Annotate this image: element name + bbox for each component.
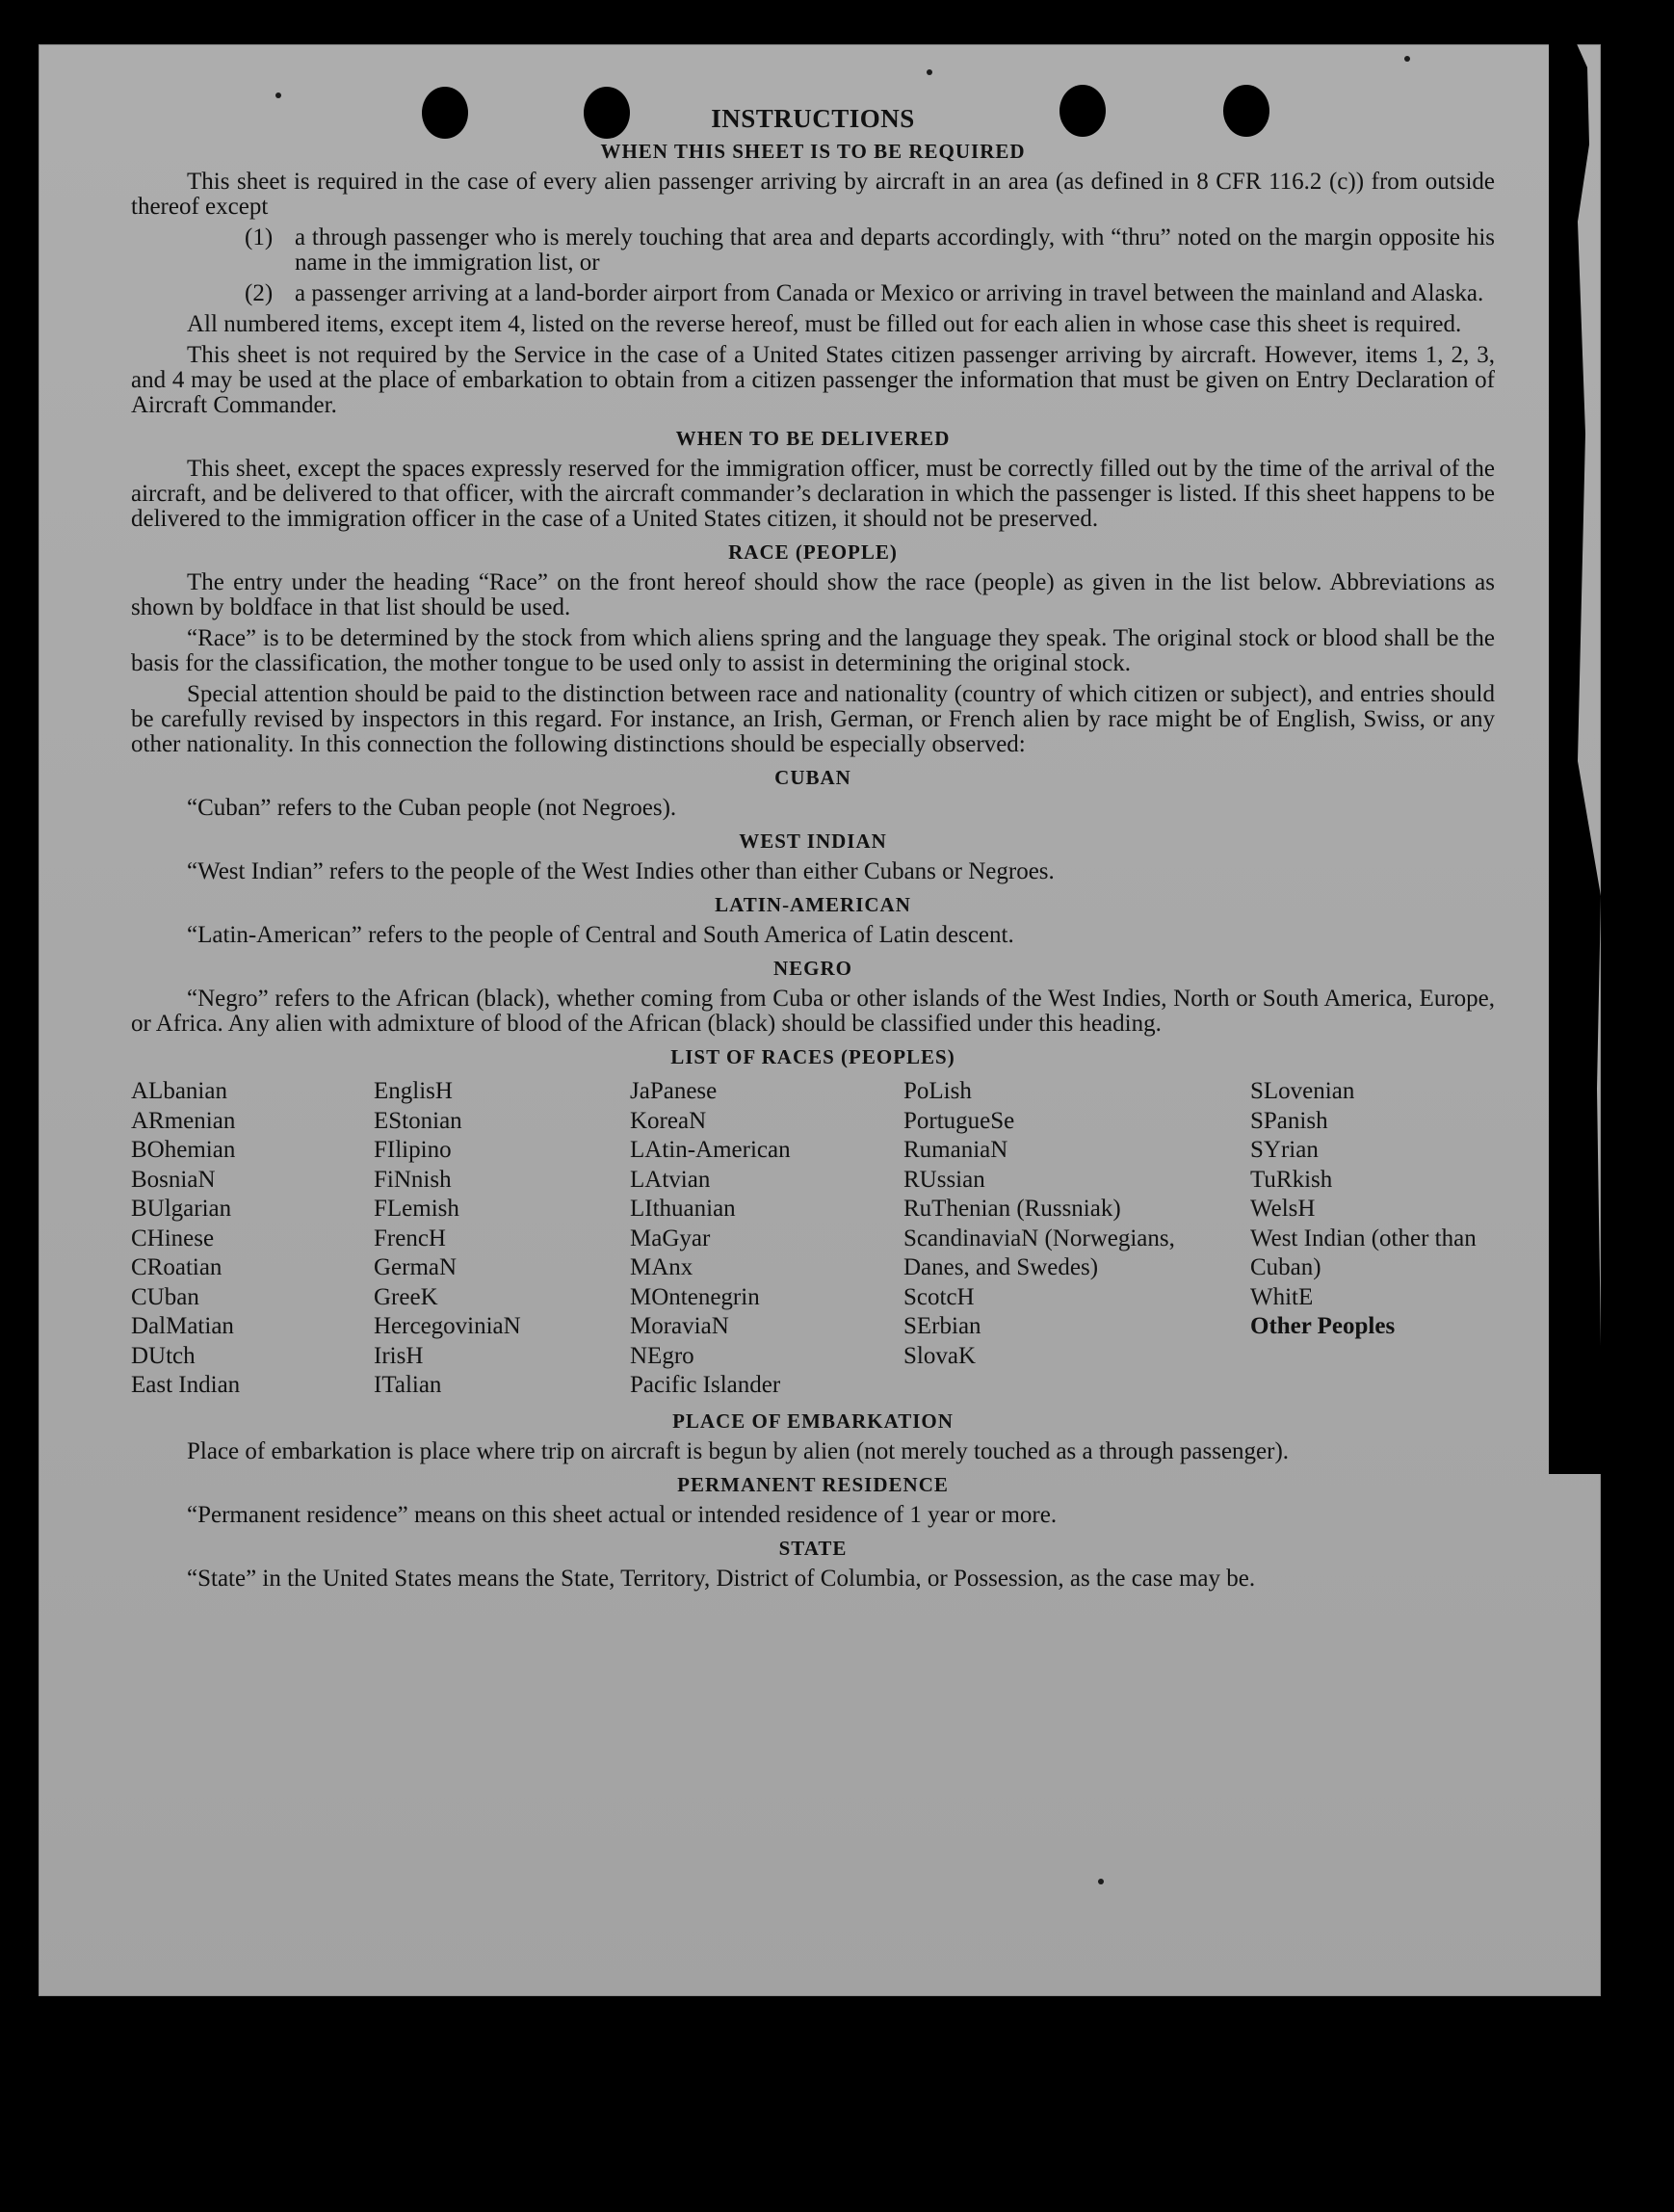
races-column [131, 1077, 374, 1401]
list-item: FIlipino [374, 1137, 452, 1163]
heading-required: WHEN THIS SHEET IS TO BE REQUIRED [600, 140, 1026, 163]
list-item: (2) a passenger arriving at a land-border airport from Canada or Mexico or arriving in travel between the mainland and Alaska. [245, 280, 1484, 306]
list-item: Other Peoples [1250, 1313, 1396, 1339]
list-item: WhitE [1250, 1283, 1314, 1310]
speck [927, 69, 932, 75]
heading-embarkation: PLACE OF EMBARKATION [672, 1409, 954, 1433]
list-item: FLemish [374, 1196, 459, 1222]
speck [275, 92, 281, 98]
heading-list-of-races: LIST OF RACES (PEOPLES) [670, 1045, 955, 1068]
list-item: East Indian [131, 1372, 241, 1398]
list-item: KoreaN [630, 1107, 707, 1134]
heading-delivered: WHEN TO BE DELIVERED [675, 427, 951, 450]
list-item: CUban [131, 1283, 199, 1310]
paragraph: “Latin-American” refers to the people of Central and South America of Latin descent. [187, 922, 1014, 948]
speck [1098, 1879, 1104, 1884]
list-item: ARmenian [131, 1107, 236, 1134]
page-title: INSTRUCTIONS [711, 104, 915, 133]
list-item: SlovaK [903, 1342, 976, 1369]
paragraph: This sheet is not required by the Service in the case of a United States citizen passenger arriving by aircraft. However, items 1, 2, 3, and 4 may be used at the place of embarkation to obtain from a citizen passenger the information that must be given on Entry Declaration of Aircraft Commander. [131, 342, 1495, 418]
paragraph: This sheet, except the spaces expressly reserved for the immigration officer, must be correctly filled out by the time of the arrival of the aircraft, and be delivered to that officer, with the aircraft commander’s declaration in which the passenger is listed. If this sheet happens to be delivered to the immigration officer in the case of a United States citizen, it should not be preserved. [131, 456, 1495, 532]
list-item: FiNnish [374, 1166, 452, 1193]
races-column [630, 1077, 903, 1401]
list-item: NEgro [630, 1342, 694, 1369]
paragraph: “State” in the United States means the State, Territory, District of Columbia, or Possession, as the case may be. [187, 1565, 1256, 1592]
list-item: MoraviaN [630, 1313, 729, 1339]
paragraph: This sheet is required in the case of every alien passenger arriving by aircraft in an area (as defined in 8 CFR 116.2 (c)) from outside thereof except [131, 169, 1495, 220]
list-item: Pacific Islander [630, 1372, 781, 1398]
list-item: GreeK [374, 1283, 438, 1310]
heading-negro: NEGRO [772, 957, 852, 980]
list-item: RuThenian (Russniak) [903, 1196, 1121, 1222]
speck [1404, 56, 1410, 62]
list-item: RUssian [903, 1166, 985, 1193]
paragraph: Special attention should be paid to the distinction between race and nationality (country of which citizen or subject), and entries should be carefully revised by inspectors in this regard. For instance, an Irish, German, or French alien by race might be of English, Swiss, or any other nationality. In this connection the following distinctions should be especially observed: [131, 681, 1495, 757]
list-item: WelsH [1250, 1196, 1316, 1222]
list-item: EStonian [374, 1107, 462, 1134]
list-item: GermaN [374, 1254, 458, 1280]
races-column [1250, 1077, 1510, 1401]
list-item: ScandinaviaN (Norwegians, Danes, and Swedes) [903, 1224, 1175, 1280]
list-item: West Indian (other than Cuban) [1250, 1224, 1477, 1280]
list-item: JaPanese [630, 1078, 718, 1104]
paragraph: “Cuban” refers to the Cuban people (not Negroes). [187, 795, 677, 821]
paragraph: The entry under the heading “Race” on the front hereof should show the race (people) as given in the list below. Abbreviations as shown by boldface in that list should be used. [131, 569, 1495, 620]
list-item: ITalian [374, 1372, 442, 1398]
list-item: FrencH [374, 1224, 446, 1251]
list-item: HercegoviniaN [374, 1313, 521, 1339]
list-item: TuRkish [1250, 1166, 1333, 1193]
list-item: BUlgarian [131, 1196, 232, 1222]
list-item: LAtvian [630, 1166, 711, 1193]
list-item: SErbian [903, 1313, 981, 1339]
heading-residence: PERMANENT RESIDENCE [677, 1472, 949, 1496]
list-item: SPanish [1250, 1107, 1328, 1134]
heading-west-indian: WEST INDIAN [739, 830, 887, 853]
list-item: MAnx [630, 1254, 693, 1280]
paragraph: “West Indian” refers to the people of the West Indies other than either Cubans or Negroes. [187, 858, 1055, 884]
torn-edge [1549, 29, 1607, 1474]
list-item: IrisH [374, 1342, 424, 1369]
heading-cuban: CUBAN [774, 766, 851, 789]
paragraph: “Negro” refers to the African (black), whether coming from Cuba or other islands of the West Indies, North or South America, Europe, or Africa. Any alien with admixture of blood of the African (black) should be classified under this heading. [131, 986, 1495, 1037]
races-column [903, 1077, 1250, 1401]
races-table [131, 1077, 1495, 1401]
list-item: PortugueSe [903, 1107, 1015, 1134]
heading-latin-american: LATIN-AMERICAN [715, 893, 911, 916]
list-item: CRoatian [131, 1254, 222, 1280]
list-item: LIthuanian [630, 1196, 736, 1222]
list-item: BosniaN [131, 1166, 216, 1193]
list-item: LAtin-American [630, 1137, 791, 1163]
list-item: EnglisH [374, 1078, 453, 1104]
list-item: ScotcH [903, 1283, 975, 1310]
list-item: DalMatian [131, 1313, 234, 1339]
list-item: RumaniaN [903, 1137, 1008, 1163]
list-item: SLovenian [1250, 1078, 1355, 1104]
paragraph: All numbered items, except item 4, listed on the reverse hereof, must be filled out for each alien in whose case this sheet is required. [187, 311, 1462, 337]
list-item: BOhemian [131, 1137, 236, 1163]
heading-state: STATE [778, 1536, 848, 1560]
races-column [374, 1077, 630, 1401]
list-item: SYrian [1250, 1137, 1319, 1163]
list-item: CHinese [131, 1224, 215, 1251]
paragraph: “Permanent residence” means on this sheet actual or intended residence of 1 year or more. [187, 1501, 1058, 1528]
list-item: ALbanian [131, 1078, 227, 1104]
list-item: MaGyar [630, 1224, 711, 1251]
list-item: DUtch [131, 1342, 196, 1369]
instructions-content [131, 104, 1495, 1592]
paragraph: Place of embarkation is place where trip on aircraft is begun by alien (not merely touched as a through passenger). [187, 1437, 1290, 1464]
list-item: (1) a through passenger who is merely touching that area and departs accordingly, with “thru” noted on the margin opposite his name in the immigration list, or [245, 224, 1495, 276]
paragraph: “Race” is to be determined by the stock from which aliens spring and the language they speak. The original stock or blood shall be the basis for the classification, the mother tongue to be used only to assist in determining the original stock. [131, 625, 1495, 676]
heading-race: RACE (PEOPLE) [728, 540, 898, 564]
list-item: PoLish [903, 1078, 972, 1104]
list-item: MOntenegrin [630, 1283, 760, 1310]
